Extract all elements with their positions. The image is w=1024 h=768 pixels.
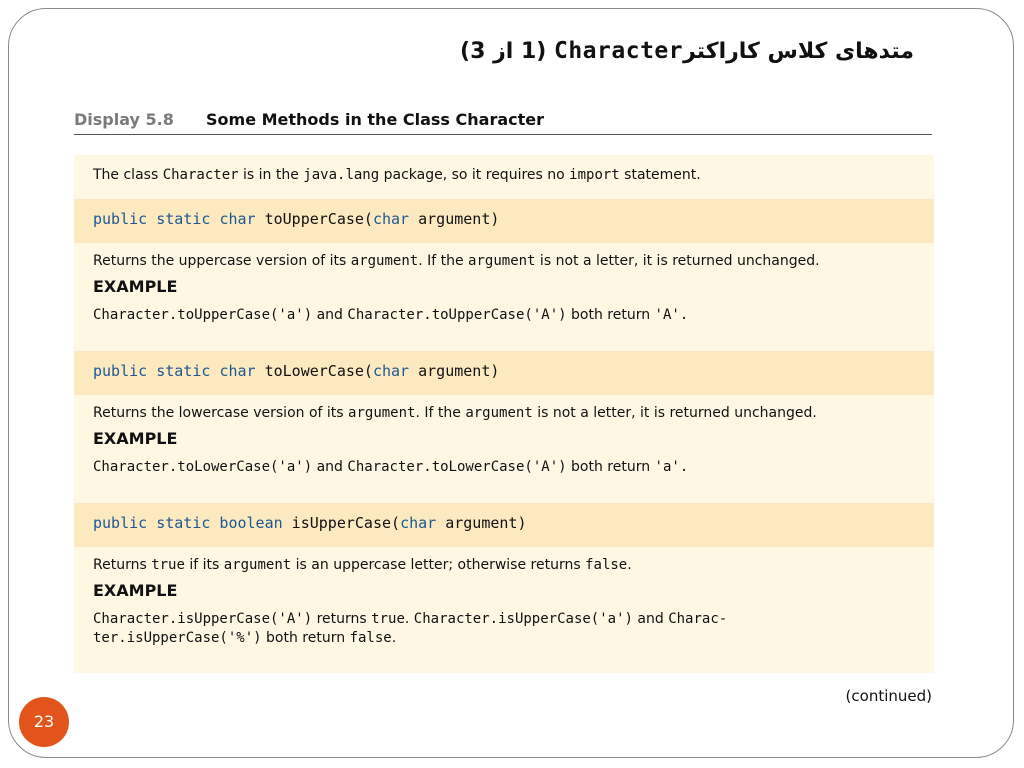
continued-label: (continued) [845,687,932,705]
example-label: EXAMPLE [93,429,178,448]
example-label: EXAMPLE [93,277,178,296]
example-text-continued: ter.isUpperCase('%') both return false. [93,630,397,646]
intro-text: The class Character is in the java.lang package, so it requires no import statement. [93,167,701,183]
page-number-badge: 23 [19,697,69,747]
method-signature-touppercase: public static char toUpperCase(char argument) [74,199,934,243]
description-text: Returns the lowercase version of its argument. If the argument is not a letter, it is returned unchanged. [93,405,817,421]
method-description-isuppercase [74,547,934,673]
display-number: Display 5.8 [74,110,174,129]
methods-table [74,155,934,673]
example-text: Character.isUpperCase('A') returns true. Character.isUpperCase('a') and Charac- [93,611,728,627]
intro-row [74,155,934,199]
method-signature-isuppercase: public static boolean isUpperCase(char argument) [74,503,934,547]
method-description-touppercase [74,243,934,351]
example-text: Character.toUpperCase('a') and Character.toUpperCase('A') both return 'A'. [93,307,689,323]
slide-title-prefix: متدهای کلاس کاراکتر [683,39,914,64]
example-label: EXAMPLE [93,581,178,600]
method-signature-tolowercase: public static char toLowerCase(char argument) [74,351,934,395]
slide-title [460,38,914,64]
slide-title-class: Character [553,38,684,64]
example-text: Character.toLowerCase('a') and Character.toLowerCase('A') both return 'a'. [93,459,689,475]
description-text: Returns the uppercase version of its argument. If the argument is not a letter, it is returned unchanged. [93,253,820,269]
description-text: Returns true if its argument is an uppercase letter; otherwise returns false. [93,557,632,573]
slide-title-suffix: (1 از 3) [460,39,547,64]
display-title: Some Methods in the Class Character [206,110,544,129]
method-description-tolowercase [74,395,934,503]
display-header [74,104,932,135]
